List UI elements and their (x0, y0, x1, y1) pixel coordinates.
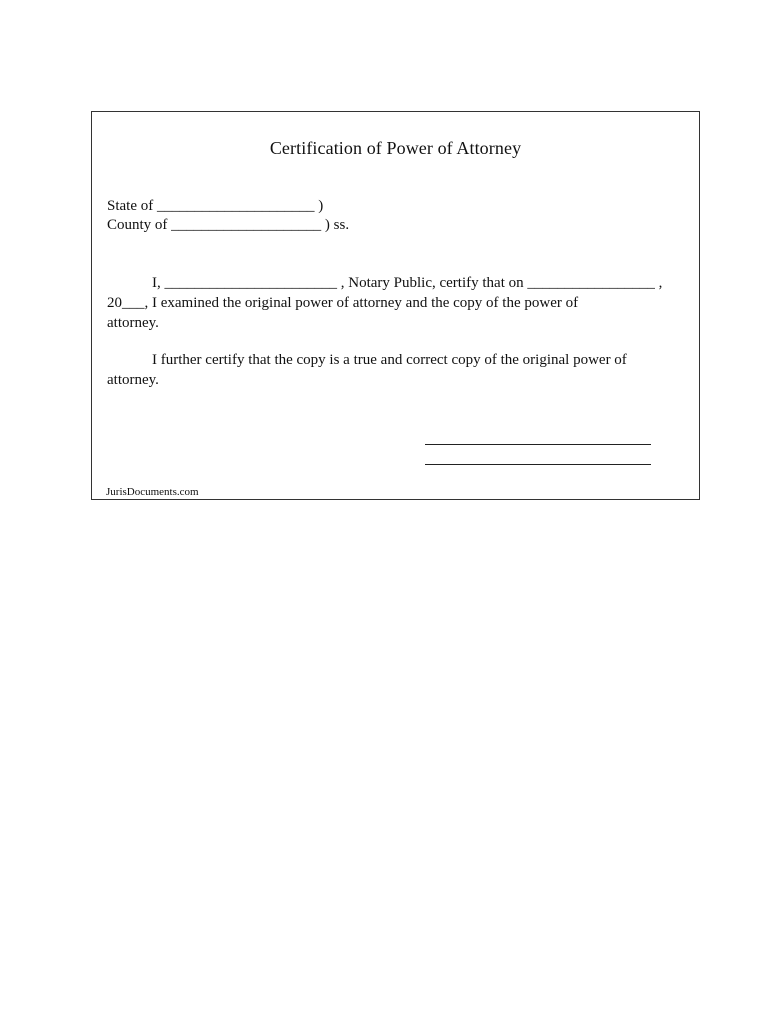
paragraph1-line2: 20___, I examined the original power of attorney and the copy of the power of (107, 295, 579, 311)
state-line: State of _____________________ ) (107, 198, 324, 214)
title-line (425, 464, 651, 465)
county-line: County of ____________________ ) ss. (107, 217, 350, 233)
paragraph2-line2: attorney. (107, 372, 159, 388)
document-title: Certification of Power of Attorney (269, 138, 522, 158)
certification-form (91, 111, 700, 500)
paragraph1-line1: I, _______________________ , Notary Public, certify that on _________________ , (152, 275, 663, 291)
footer-source: JurisDocuments.com (106, 486, 199, 498)
signature-line (425, 444, 651, 445)
paragraph1-line3: attorney. (107, 315, 159, 331)
paragraph2-line1: I further certify that the copy is a true and correct copy of the original power of (152, 352, 627, 368)
